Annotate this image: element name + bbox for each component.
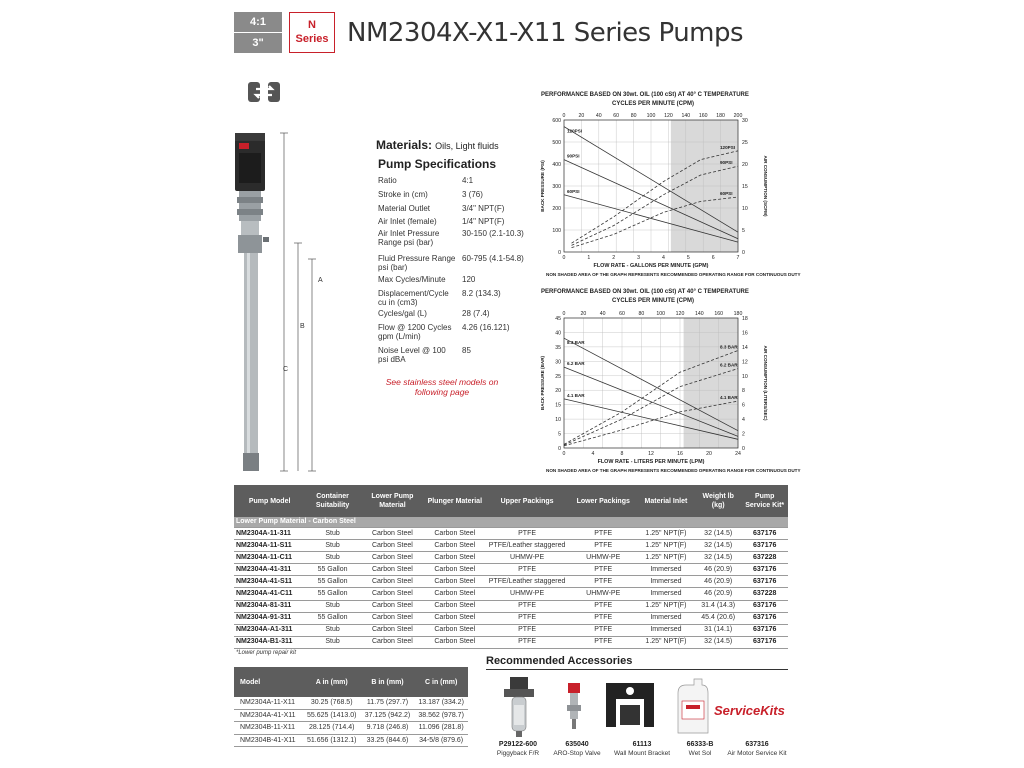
spec-value: 120 xyxy=(462,275,476,284)
chart1-top-axis-label: CYCLES PER MINUTE (CPM) xyxy=(612,101,695,107)
dims-model-cell: NM2304B-41-X11 xyxy=(234,734,303,747)
spec-key: Air Inlet (female) xyxy=(378,217,437,226)
table-cell: Carbon Steel xyxy=(360,540,425,552)
accessory-name: Piggyback F/R xyxy=(496,750,540,757)
y-tick-label: 40 xyxy=(555,330,561,337)
x-axis-label: FLOW RATE - LITERS PER MINUTE (LPM) xyxy=(597,459,705,465)
series-word: Series xyxy=(295,33,329,45)
series-badge xyxy=(289,12,335,53)
service-kit-cell: 637228 xyxy=(741,552,788,564)
table-row xyxy=(234,600,788,612)
materials-value: Oils, Light fluids xyxy=(435,141,499,151)
dims-cell: 37.125 (942.2) xyxy=(361,709,415,722)
table-cell: 55 Gallon xyxy=(305,564,360,576)
chart2-title: PERFORMANCE BASED ON 30wt. OIL (100 cSt) AT 40° C TEMPERATURE xyxy=(541,289,749,295)
y2-tick-label: 10 xyxy=(742,373,748,380)
y-tick-label: 15 xyxy=(555,402,561,409)
table-cell: PTFE xyxy=(485,624,570,636)
stroke-value: 3" xyxy=(252,37,264,49)
y2-tick-label: 6 xyxy=(742,402,745,409)
table-cell: PTFE xyxy=(485,564,570,576)
x-axis-label: FLOW RATE - GALLONS PER MINUTE (GPM) xyxy=(593,263,709,269)
spec-value: 28 (7.4) xyxy=(462,309,490,318)
table-cell: PTFE xyxy=(570,540,637,552)
table-row xyxy=(234,552,788,564)
table-row xyxy=(234,540,788,552)
column-header: Pump Model xyxy=(234,485,305,517)
y-tick-label: 0 xyxy=(558,446,561,452)
y2-tick-label: 14 xyxy=(742,344,748,351)
series-label: 6.2 BAR xyxy=(720,362,738,368)
model-cell: NM2304A-41-311 xyxy=(234,564,305,576)
model-cell: NM2304A-11-S11 xyxy=(234,540,305,552)
x-tick-label: 5 xyxy=(686,255,690,261)
table-subheader-row xyxy=(234,517,788,528)
table-cell: Carbon Steel xyxy=(425,636,485,648)
y-tick-label: 500 xyxy=(552,140,561,146)
table-cell: PTFE xyxy=(570,624,637,636)
table-cell: Carbon Steel xyxy=(425,540,485,552)
table-cell: 31 (14.1) xyxy=(695,624,741,636)
table-cell: Carbon Steel xyxy=(425,576,485,588)
table-cell: Carbon Steel xyxy=(360,612,425,624)
accessories-title: Recommended Accessories xyxy=(486,655,633,667)
table-cell: PTFE xyxy=(570,528,637,540)
service-kit-cell: 637176 xyxy=(741,528,788,540)
wet-sol-image xyxy=(678,679,708,733)
dims-model-cell: NM2304A-11-X11 xyxy=(234,697,303,709)
y-tick-label: 400 xyxy=(552,162,561,168)
dims-row xyxy=(234,734,468,747)
table-cell: Carbon Steel xyxy=(425,528,485,540)
x-tick-label: 0 xyxy=(562,451,566,457)
top-tick-label: 20 xyxy=(578,113,585,119)
accessories-divider xyxy=(486,669,788,670)
table-cell: 55 Gallon xyxy=(305,588,360,600)
top-tick-label: 200 xyxy=(733,113,743,119)
table-cell: PTFE xyxy=(570,600,637,612)
y-tick-label: 30 xyxy=(555,359,561,366)
top-tick-label: 100 xyxy=(646,113,656,119)
chart2-note: NON SHADED AREA OF THE GRAPH REPRESENTS RECOMMENDED OPERATING RANGE FOR CONTINUOUS DUTY xyxy=(546,468,801,473)
y-tick-label: 100 xyxy=(552,228,561,234)
spec-key: Fluid Pressure Range psi (bar) xyxy=(378,254,456,272)
table-cell: PTFE xyxy=(485,528,570,540)
top-tick-label: 60 xyxy=(613,113,620,119)
x-tick-label: 20 xyxy=(706,451,712,457)
table-cell: Stub xyxy=(305,528,360,540)
table-cell: Stub xyxy=(305,600,360,612)
table-cell: Immersed xyxy=(637,564,695,576)
spec-value: 8.2 (134.3) xyxy=(462,289,501,298)
ratio-value: 4:1 xyxy=(234,12,282,33)
y-axis-label: BACK PRESSURE (PSI) xyxy=(540,160,545,212)
dims-cell: 13.187 (334.2) xyxy=(414,697,468,709)
spec-key: Noise Level @ 100 psi dBA xyxy=(378,346,446,364)
x-tick-label: 7 xyxy=(736,255,740,261)
dims-cell: 51.656 (1312.1) xyxy=(303,734,361,747)
table-cell: 46 (20.9) xyxy=(695,576,741,588)
chart1-note: NON SHADED AREA OF THE GRAPH REPRESENTS RECOMMENDED OPERATING RANGE FOR CONTINUOUS DUTY xyxy=(546,272,801,277)
series-label: 4.1 BAR xyxy=(720,395,738,401)
y2-tick-label: 4 xyxy=(742,417,745,424)
model-cell: NM2304A-81-311 xyxy=(234,600,305,612)
table-row xyxy=(234,528,788,540)
service-kit-cell: 637176 xyxy=(741,540,788,552)
spec-key: Air Inlet Pressure Range psi (bar) xyxy=(378,229,440,247)
series-letter: N xyxy=(308,19,316,31)
table-row xyxy=(234,612,788,624)
dim-label-a: A xyxy=(318,277,323,284)
table-cell: Stub xyxy=(305,552,360,564)
y-axis-label: BACK PRESSURE (BAR) xyxy=(540,355,545,411)
top-tick-label: 180 xyxy=(716,113,725,119)
x-tick-label: 3 xyxy=(637,255,641,261)
top-tick-label: 140 xyxy=(695,311,704,317)
spec-value: 4:1 xyxy=(462,176,474,185)
spec-key: Displacement/Cycle cu in (cm3) xyxy=(378,289,449,307)
y2-tick-label: 0 xyxy=(742,446,745,452)
service-kit-cell: 637176 xyxy=(741,600,788,612)
series-label: 8.3 BAR xyxy=(567,340,585,346)
table-cell: Immersed xyxy=(637,624,695,636)
x-tick-label: 12 xyxy=(648,451,654,457)
x-tick-label: 0 xyxy=(562,255,566,261)
table-row xyxy=(234,588,788,600)
table-cell: PTFE xyxy=(570,576,637,588)
service-kit-cell: 637176 xyxy=(741,624,788,636)
accessory-part-number: 637316 xyxy=(745,741,769,748)
top-tick-label: 0 xyxy=(562,311,566,317)
table-cell: Carbon Steel xyxy=(360,528,425,540)
table-footnote: *Lower pump repair kit xyxy=(236,650,297,656)
dims-model-cell: NM2304A-41-X11 xyxy=(234,709,303,722)
y2-axis-label: AIR CONSUMPTION (LITERS/SEC) xyxy=(763,345,768,421)
top-tick-label: 0 xyxy=(562,113,566,119)
accessory-name: ARO-Stop Valve xyxy=(553,750,601,757)
y2-tick-label: 8 xyxy=(742,388,745,395)
table-cell: PTFE/Leather staggered xyxy=(485,576,570,588)
series-label: 4.1 BAR xyxy=(567,392,585,398)
x-tick-label: 8 xyxy=(620,451,624,457)
y-tick-label: 5 xyxy=(558,431,561,438)
dims-column-header: A in (mm) xyxy=(303,667,361,697)
spec-value: 3 (76) xyxy=(462,190,483,199)
table-cell: 1.25" NPT(F) xyxy=(637,540,695,552)
service-kits-image xyxy=(714,703,785,718)
table-cell: Stub xyxy=(305,636,360,648)
column-header: Lower Packings xyxy=(570,485,637,517)
top-tick-label: 40 xyxy=(599,311,606,317)
table-cell: 46 (20.9) xyxy=(695,588,741,600)
y2-tick-label: 2 xyxy=(742,431,745,438)
table-cell: 1.25" NPT(F) xyxy=(637,552,695,564)
table-cell: Carbon Steel xyxy=(425,600,485,612)
table-cell: UHMW-PE xyxy=(485,588,570,600)
dims-column-header: B in (mm) xyxy=(361,667,415,697)
spec-key: Flow @ 1200 Cycles gpm (L/min) xyxy=(378,323,452,341)
top-tick-label: 160 xyxy=(698,113,708,119)
y-tick-label: 300 xyxy=(552,184,561,190)
column-header: Container Suitability xyxy=(305,485,360,517)
aro-badge xyxy=(239,143,249,149)
table-cell: Carbon Steel xyxy=(425,588,485,600)
top-tick-label: 160 xyxy=(714,311,723,317)
top-tick-label: 100 xyxy=(656,311,665,317)
table-cell: 32 (14.5) xyxy=(695,636,741,648)
dims-cell: 55.625 (1413.0) xyxy=(303,709,361,722)
table-cell: 55 Gallon xyxy=(305,612,360,624)
spec-value: 60-795 (4.1-54.8) xyxy=(462,254,524,263)
dims-row xyxy=(234,709,468,722)
y-tick-label: 25 xyxy=(555,373,561,380)
spec-key: Cycles/gal (L) xyxy=(378,309,427,318)
x-tick-label: 24 xyxy=(735,451,741,457)
y2-tick-label: 15 xyxy=(742,184,748,190)
materials-line xyxy=(376,138,499,152)
top-tick-label: 20 xyxy=(580,311,587,317)
table-cell: Stub xyxy=(305,540,360,552)
chart2-svg xyxy=(532,306,772,468)
top-tick-label: 80 xyxy=(630,113,637,119)
table-cell: 46 (20.9) xyxy=(695,564,741,576)
table-cell: Carbon Steel xyxy=(360,636,425,648)
y-tick-label: 35 xyxy=(555,344,561,351)
series-label: 90PSI xyxy=(720,160,733,166)
y2-tick-label: 5 xyxy=(742,228,745,234)
spec-value: 30-150 (2.1-10.3) xyxy=(462,229,524,238)
y-tick-label: 200 xyxy=(552,206,561,212)
column-header: Plunger Material xyxy=(425,485,485,517)
series-label: 120PSI xyxy=(720,144,736,150)
dim-label-c: C xyxy=(283,366,289,373)
model-cell: NM2304A-91-311 xyxy=(234,612,305,624)
column-header: Weight lb (kg) xyxy=(695,485,741,517)
y2-tick-label: 20 xyxy=(742,162,748,168)
spec-key: Material Outlet xyxy=(378,204,431,213)
table-cell: 1.25" NPT(F) xyxy=(637,528,695,540)
table-cell: Carbon Steel xyxy=(360,588,425,600)
dims-row xyxy=(234,722,468,735)
chart1-title: PERFORMANCE BASED ON 30wt. OIL (100 cSt) AT 40° C TEMPERATURE xyxy=(541,92,749,98)
table-cell: 31.4 (14.3) xyxy=(695,600,741,612)
y2-tick-label: 25 xyxy=(742,140,748,146)
table-cell: Carbon Steel xyxy=(360,576,425,588)
service-kit-cell: 637176 xyxy=(741,636,788,648)
service-kit-cell: 637176 xyxy=(741,564,788,576)
spec-key: Stroke in (cm) xyxy=(378,190,428,199)
table-cell: Carbon Steel xyxy=(425,624,485,636)
table-header-row xyxy=(234,485,788,517)
x-tick-label: 1 xyxy=(587,255,591,261)
spec-value: 85 xyxy=(462,346,471,355)
table-cell: Carbon Steel xyxy=(425,564,485,576)
accessory-part-number: 635040 xyxy=(565,741,589,748)
column-header: Upper Packings xyxy=(485,485,570,517)
table-cell: 1.25" NPT(F) xyxy=(637,636,695,648)
top-tick-label: 140 xyxy=(681,113,691,119)
service-kits-logo: ServiceKits xyxy=(714,703,785,718)
table-cell: Stub xyxy=(305,624,360,636)
spec-value: 1/4" NPT(F) xyxy=(462,217,505,226)
table-subheader: Lower Pump Material - Carbon Steel xyxy=(234,517,788,528)
dims-cell: 30.25 (768.5) xyxy=(303,697,361,709)
chart1-svg xyxy=(532,108,772,272)
table-cell: Carbon Steel xyxy=(360,600,425,612)
y2-tick-label: 16 xyxy=(742,330,748,337)
dims-cell: 33.25 (844.6) xyxy=(361,734,415,747)
y-tick-label: 20 xyxy=(555,388,561,395)
service-kit-cell: 637228 xyxy=(741,588,788,600)
spec-key: Ratio xyxy=(378,176,397,185)
accessory-part-number: 61113 xyxy=(632,741,652,748)
top-tick-label: 180 xyxy=(733,311,743,317)
model-cell: NM2304A-11-C11 xyxy=(234,552,305,564)
table-cell: UHMW-PE xyxy=(570,552,637,564)
table-cell: PTFE xyxy=(485,636,570,648)
table-cell: PTFE xyxy=(485,612,570,624)
table-cell: 32 (14.5) xyxy=(695,540,741,552)
accessory-part-number: 66333-B xyxy=(686,741,714,748)
service-kit-cell: 637176 xyxy=(741,612,788,624)
y2-tick-label: 10 xyxy=(742,206,748,212)
service-kit-cell: 637176 xyxy=(741,576,788,588)
x-tick-label: 4 xyxy=(661,255,665,261)
table-cell: PTFE/Leather staggered xyxy=(485,540,570,552)
dims-cell: 38.562 (978.7) xyxy=(414,709,468,722)
filter-regulator-image xyxy=(504,677,534,737)
model-cell: NM2304A-B1-311 xyxy=(234,636,305,648)
accessories-images xyxy=(494,675,794,741)
ratio-badge xyxy=(234,12,282,53)
series-label: 120PSI xyxy=(567,128,583,134)
dimensions-table xyxy=(234,667,468,747)
y2-tick-label: 0 xyxy=(742,250,745,256)
dims-cell: 34-5/8 (879.6) xyxy=(414,734,468,747)
dims-cell: 11.096 (281.8) xyxy=(414,722,468,735)
pump-type-icon xyxy=(246,78,282,106)
table-cell: PTFE xyxy=(570,564,637,576)
dims-header-row xyxy=(234,667,468,697)
x-tick-label: 6 xyxy=(711,255,715,261)
table-row xyxy=(234,564,788,576)
dims-cell: 9.718 (246.8) xyxy=(361,722,415,735)
materials-label: Materials: xyxy=(376,138,433,152)
dims-cell: 28.125 (714.4) xyxy=(303,722,361,735)
wall-bracket-image xyxy=(606,683,654,727)
spec-value: 3/4" NPT(F) xyxy=(462,204,505,213)
accessory-name: Wet Sol xyxy=(688,750,712,757)
table-cell: Carbon Steel xyxy=(425,552,485,564)
x-tick-label: 2 xyxy=(612,255,616,261)
table-cell: PTFE xyxy=(570,612,637,624)
column-header: Pump Service Kit* xyxy=(741,485,788,517)
series-label: 60PSI xyxy=(720,191,733,196)
accessory-part-number: P29122-600 xyxy=(498,741,538,748)
top-tick-label: 80 xyxy=(638,311,645,317)
dims-model-cell: NM2304B-11-X11 xyxy=(234,722,303,735)
series-label: 60PSI xyxy=(567,188,580,194)
table-cell: Carbon Steel xyxy=(360,624,425,636)
table-cell: Immersed xyxy=(637,588,695,600)
table-cell: PTFE xyxy=(570,636,637,648)
spec-value: 4.26 (16.121) xyxy=(462,323,510,332)
model-cell: NM2304A-41-S11 xyxy=(234,576,305,588)
y-tick-label: 45 xyxy=(555,316,561,322)
model-cell: NM2304A-41-C11 xyxy=(234,588,305,600)
table-row xyxy=(234,636,788,648)
table-cell: Carbon Steel xyxy=(425,612,485,624)
chart2-top-axis-label: CYCLES PER MINUTE (CPM) xyxy=(612,298,695,304)
column-header: Lower Pump Material xyxy=(360,485,425,517)
y2-tick-label: 18 xyxy=(742,316,748,322)
series-label: 90PSI xyxy=(567,153,580,159)
spec-key: Max Cycles/Minute xyxy=(378,275,446,284)
table-cell: Immersed xyxy=(637,612,695,624)
table-cell: Carbon Steel xyxy=(360,552,425,564)
table-cell: PTFE xyxy=(485,600,570,612)
table-cell: 45.4 (20.6) xyxy=(695,612,741,624)
page-title: NM2304X-X1-X11 Series Pumps xyxy=(347,18,744,48)
top-tick-label: 120 xyxy=(664,113,673,119)
top-tick-label: 120 xyxy=(675,311,685,317)
table-cell: 55 Gallon xyxy=(305,576,360,588)
table-cell: UHMW-PE xyxy=(570,588,637,600)
model-cell: NM2304A-11-311 xyxy=(234,528,305,540)
dims-column-header: C in (mm) xyxy=(414,667,468,697)
table-cell: Carbon Steel xyxy=(360,564,425,576)
model-cell: NM2304A-A1-311 xyxy=(234,624,305,636)
table-cell: 1.25" NPT(F) xyxy=(637,600,695,612)
table-cell: 32 (14.5) xyxy=(695,552,741,564)
top-tick-label: 60 xyxy=(619,311,625,317)
y2-tick-label: 30 xyxy=(742,118,748,124)
y-tick-label: 10 xyxy=(555,417,561,424)
dims-column-header: Model xyxy=(234,667,303,697)
y-tick-label: 600 xyxy=(552,118,561,124)
y-tick-label: 0 xyxy=(558,250,561,256)
dims-row xyxy=(234,697,468,709)
pump-models-table xyxy=(234,485,788,649)
series-label: 8.3 BAR xyxy=(720,344,738,350)
top-tick-label: 40 xyxy=(595,113,602,119)
table-cell: Immersed xyxy=(637,576,695,588)
table-row xyxy=(234,576,788,588)
stainless-note: See stainless steel models on following page xyxy=(385,377,499,397)
x-tick-label: 4 xyxy=(591,451,595,457)
dims-cell: 11.75 (297.7) xyxy=(361,697,415,709)
y2-tick-label: 12 xyxy=(742,359,748,366)
accessory-name: Air Motor Service Kit xyxy=(727,750,787,757)
table-cell: 32 (14.5) xyxy=(695,528,741,540)
pump-illustration xyxy=(228,125,338,477)
specs-title: Pump Specifications xyxy=(378,157,497,171)
table-cell: UHMW-PE xyxy=(485,552,570,564)
x-tick-label: 16 xyxy=(677,451,683,457)
dim-label-b: B xyxy=(300,323,305,330)
column-header: Material Inlet xyxy=(637,485,695,517)
accessory-name: Wall Mount Bracket xyxy=(613,750,671,757)
stop-valve-image xyxy=(567,683,581,729)
table-row xyxy=(234,624,788,636)
y2-axis-label: AIR CONSUMPTION (SCFM) xyxy=(763,155,768,217)
series-label: 6.2 BAR xyxy=(567,361,585,367)
